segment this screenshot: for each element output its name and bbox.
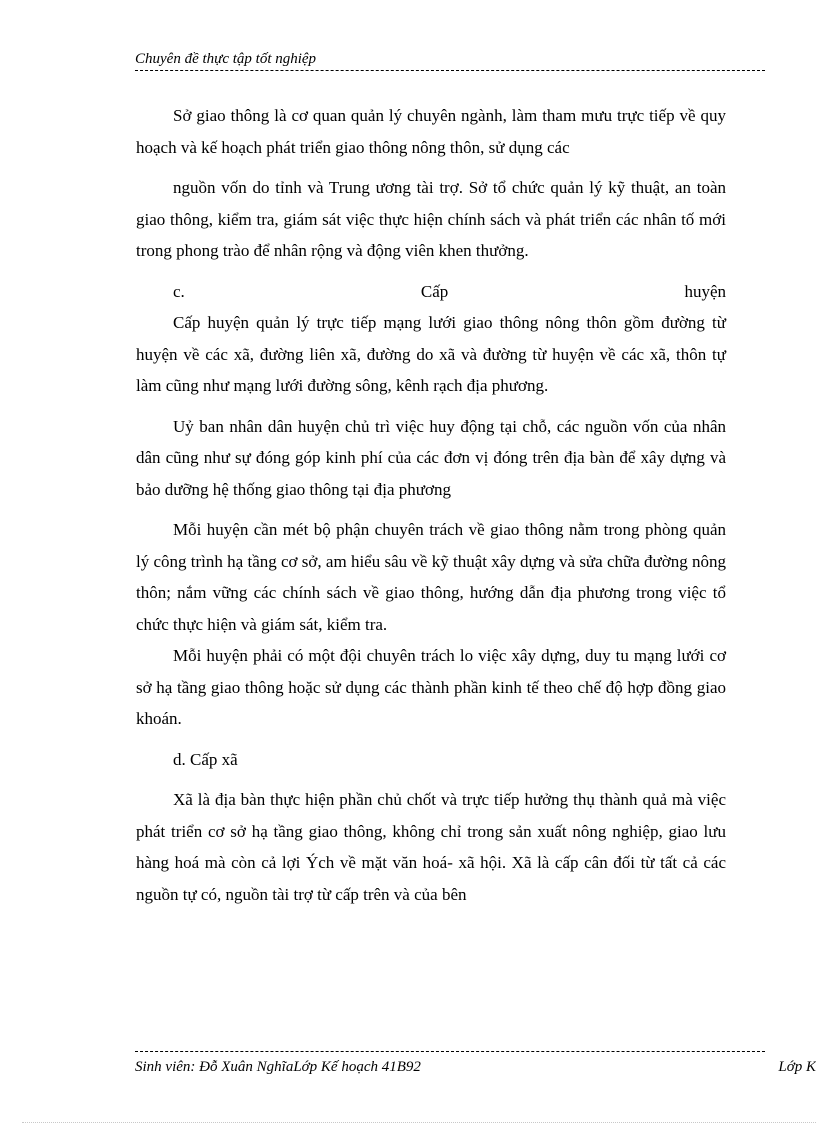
section-heading-c <box>136 276 726 308</box>
paragraph-3: Cấp huyện quản lý trực tiếp mạng lưới giao thông nông thôn gồm đường từ huyện về các xã, đường liên xã, đường do xã và đường từ huyện về các xã, thôn tự làm cũng như mạng lưới đường sông, kênh rạch địa phương. <box>136 313 726 395</box>
footer-divider <box>135 1051 765 1052</box>
header-title: Chuyên đề thực tập tốt nghiệp <box>135 51 317 67</box>
paragraph-5: Mỗi huyện cần mét bộ phận chuyên trách về giao thông nằm trong phòng quản lý công trình hạ tầng cơ sở, am hiểu sâu về kỹ thuật xây dựng và sửa chữa đường nông thôn; nắm vững các chính sách về giao thông, hướng dẫn địa phương trong việc tổ chức thực hiện và giám sát, kiểm tra. <box>136 520 726 634</box>
heading-c-word1: Cấp <box>420 281 449 301</box>
heading-c-letter: c. <box>173 281 185 301</box>
page-header <box>135 49 765 71</box>
footer-class: Lớp K <box>778 1059 816 1075</box>
paragraph-1: Sở giao thông là cơ quan quản lý chuyên ngành, làm tham mưu trực tiếp về quy hoạch và kế hoạch phát triển giao thông nông thôn, sử dụng các <box>136 106 726 157</box>
heading-c-word2: huyện <box>684 281 726 301</box>
paragraph-7: Xã là địa bàn thực hiện phần chủ chốt và trực tiếp hưởng thụ thành quả mà việc phát triển cơ sở hạ tầng giao thông, không chỉ trong sản xuất nông nghiệp, giao lưu hàng hoá mà còn cả lợi Ých về mặt văn hoá- xã hội. Xã là cấp cân đối từ tất cả các nguồn tự có, nguồn tài trợ từ cấp trên và của bên <box>136 790 726 904</box>
section-heading-d: d. Cấp xã <box>173 749 238 769</box>
paragraph-6: Mỗi huyện phải có một đội chuyên trách lo việc xây dựng, duy tu mạng lưới cơ sở hạ tầng giao thông hoặc sử dụng các thành phần kinh tế theo chế độ hợp đồng giao khoán. <box>136 646 726 728</box>
paragraph-4: Uỷ ban nhân dân huyện chủ trì việc huy động tại chỗ, các nguồn vốn của nhân dân cũng như sự đóng góp kinh phí của các đơn vị đóng trên địa bàn để xây dựng và bảo dưỡng hệ thống giao thông tại địa phương <box>136 416 726 499</box>
paragraph-2: nguồn vốn do tỉnh và Trung ương tài trợ. Sở tổ chức quản lý kỹ thuật, an toàn giao thông, kiểm tra, giám sát việc thực hiện chính sách và phát triển các nhân tố mới trong phong trào để nhân rộng và động viên khen thưởng. <box>136 178 726 260</box>
document-body <box>136 100 726 910</box>
footer-student: Sinh viên: Đỗ Xuân NghĩaLớp Kế hoạch 41B92 <box>135 1059 421 1075</box>
